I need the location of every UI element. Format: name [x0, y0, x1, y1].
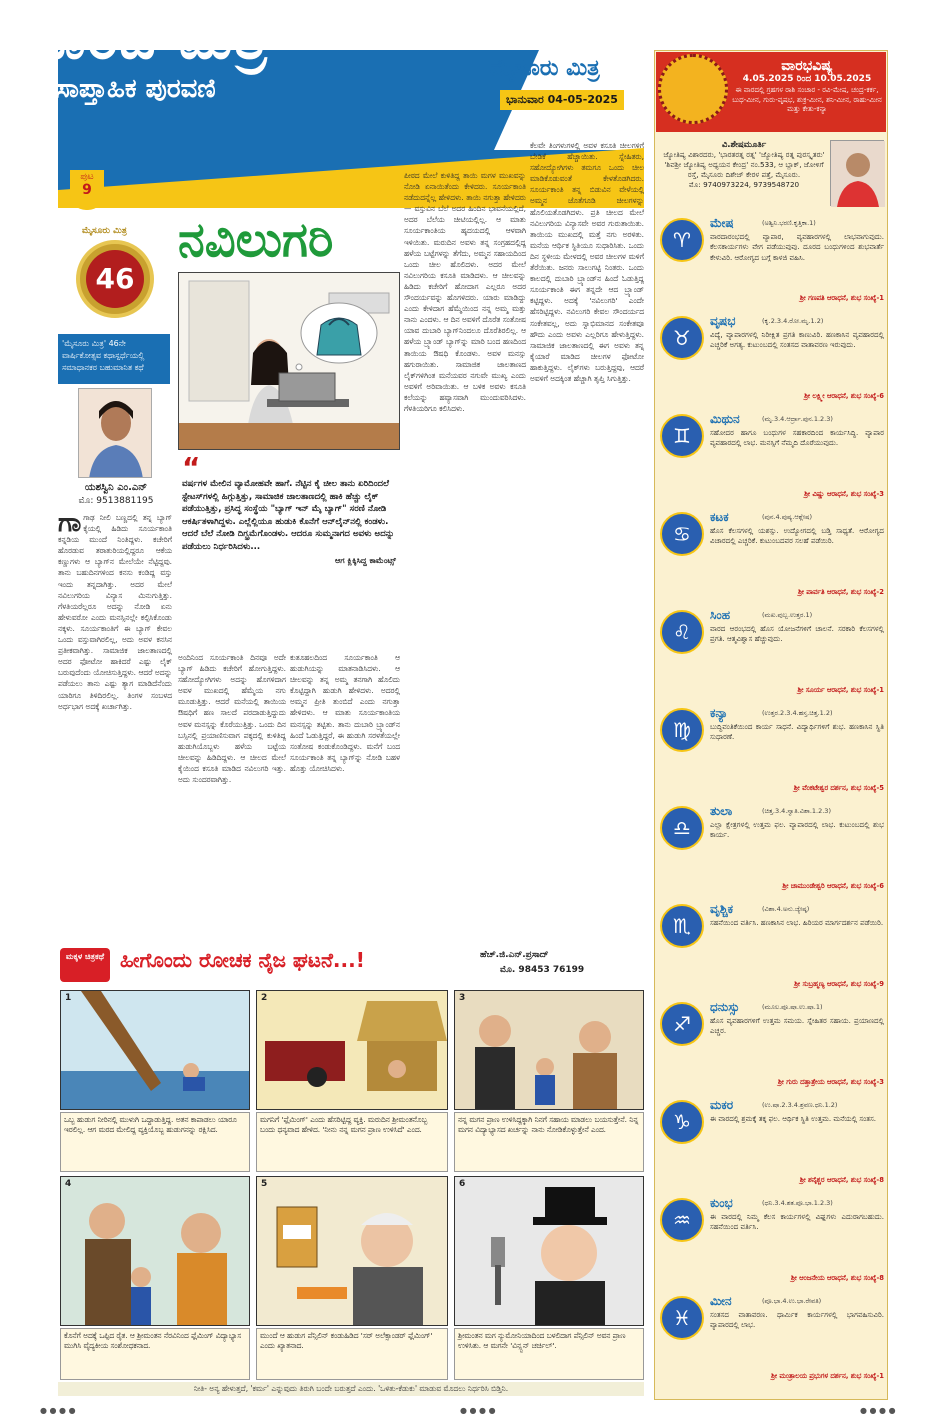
horoscope-sign [658, 1292, 886, 1386]
comic-panel-number: 4 [65, 1179, 72, 1189]
sign-prediction: ವಿದ್ಯೆ, ವ್ಯಾಪಾರಗಳಲ್ಲಿ ನಿರೀಕ್ಷಿತ ಪ್ರಗತಿ ಕಾಣುವಿರಿ. ಹಣಕಾಸಿನ ವ್ಯವಹಾರದಲ್ಲಿ ಎಚ್ಚರಿಕೆ ಅಗತ್ಯ. ಕುಟುಂಬದಲ್ಲಿ ಸಂತಸದ ವಾತಾವರಣ ಇರುವುದು. [710, 330, 884, 350]
comic-panel-1 [60, 990, 250, 1110]
article-column-4: ಪೀಠದ ಮೇಲೆ ಕುಳಿತಿದ್ದ ತಾಯಿ ಮಗಳ ಮುಖವನ್ನು ನೋಡಿ ಏನಾಯಿತೆಂದು ಕೇಳಿದರು. ಸೂರ್ಯಕಾಂತಿ ನಡೆದುದನ್ನೆಲ್ಲ ಹೇಳಿದಳು. ತಾಯಿ ನಗುತ್ತಾ ಹೇಳಿದರು — ವಸ್ತುವಿನ ಬೆಲೆ ಅದರ ಹಿಂದಿನ ಭಾವನೆಯಲ್ಲಿದೆ, ಅದರ ಬೆಲೆಯ ಚೀಟಿಯಲ್ಲಿಲ್ಲ. ಆ ಮಾತು ಸೂರ್ಯಕಾಂತಿಯ ಹೃದಯದಲ್ಲಿ ಆಳವಾಗಿ ಇಳಿಯಿತು. ಮರುದಿನ ಅವಳು ತನ್ನ ಸಂಗ್ರಹದಲ್ಲಿದ್ದ ಹಳೆಯ ಬಟ್ಟೆಗಳನ್ನು ತೆಗೆದು, ಅಮ್ಮನ ಸಹಾಯದಿಂದ ಒಂದು ಚೀಲ ಹೊಲಿದಳು. ಅದರ ಮೇಲೆ ನವಿಲುಗರಿಯ ಕಸೂತಿ ಮಾಡಿದಳು. ಆ ಚೀಲವನ್ನು ಹಿಡಿದು ಕಚೇರಿಗೆ ಹೋದಾಗ ಎಲ್ಲರೂ ಅದರ ಸೌಂದರ್ಯವನ್ನು ಹೊಗಳಿದರು. ಯಾರು ಮಾಡಿದ್ದು ಎಂದು ಕೇಳಿದಾಗ ಹೆಮ್ಮೆಯಿಂದ ನನ್ನ ಅಮ್ಮ ಮತ್ತು ನಾನು ಎಂದಳು. ಆ ದಿನ ಅವಳಿಗೆ ದೊರೆತ ಸಂತೋಷ ಯಾವ ದುಬಾರಿ ಬ್ಯಾಗ್‌ನಿಂದಲೂ ದೊರೆತಿರಲಿಲ್ಲ. ಆ ಹಳೆಯ ಬ್ರ್ಯಾಂಡ್ ಬ್ಯಾಗ್‌ನ್ನು ಮಾರಿ ಬಂದ ಹಣದಿಂದ ತಾಯಿಯ ಔಷಧಿ ಕೊಂಡಳು. ಅವಳ ಮನಸ್ಸು ಹಗುರಾಯಿತು. ಸಾಮಾಜಿಕ ಜಾಲತಾಣದ ಲೈಕ್‌ಗಳಿಗಿಂತ ಮನೆಯವರ ನಗುವೇ ಮುಖ್ಯ ಎಂದು ಅವಳಿಗೆ ಅರಿವಾಯಿತು. ಆ ಬಳಿಕ ಅವಳು ಕಸೂತಿ ಕಲೆಯನ್ನು ಹವ್ಯಾಸವಾಗಿ ಮುಂದುವರಿಸಿದಳು. ಗೆಳತಿಯರಿಗೂ ಕಲಿಸಿದಳು. [404, 171, 526, 413]
article-column-2: ಅಂದಿನಿಂದ ಸೂರ್ಯಕಾಂತಿ ದಿನವೂ ಅದೇ ಬ್ಯಾಗ್ ಹಿಡಿದು ಕಚೇರಿಗೆ ಹೋಗುತ್ತಿದ್ದಳು. ಸಹೋದ್ಯೋಗಿಗಳು ಅದನ್ನು ಹೊಗಳಿದಾಗ ಅವಳ ಮುಖದಲ್ಲಿ ಹೆಮ್ಮೆಯ ನಗು ಮೂಡುತ್ತಿತ್ತು. ಆದರೆ ಮನೆಯಲ್ಲಿ ತಾಯಿಯ ಔಷಧಿಗೆ ಹಣ ಸಾಲದೆ ಪರದಾಡುತ್ತಿದ್ದುದು ಅವಳ ಮನಸ್ಸನ್ನು ಕೊರೆಯುತ್ತಿತ್ತು. ಒಂದು ದಿನ ಬಸ್ಸಿನಲ್ಲಿ ಪ್ರಯಾಣಿಸುವಾಗ ಪಕ್ಕದಲ್ಲಿ ಕುಳಿತಿದ್ದ ಹುಡುಗಿಯೊಬ್ಬಳು ಹಳೆಯ ಬಟ್ಟೆಯ ಚೀಲವನ್ನು ಹಿಡಿದಿದ್ದಳು. ಆ ಚೀಲದ ಮೇಲೆ ಕೈಯಿಂದ ಕಸೂತಿ ಮಾಡಿದ ನವಿಲುಗರಿ ಇತ್ತು. ಅದು ಸುಂದರವಾಗಿತ್ತು. [178, 653, 286, 785]
sign-stars: (ಧನಿ.3.4.ಶತ.ಪೂ.ಭಾ.1.2.3) [762, 1199, 833, 1207]
horoscope-sign [658, 998, 886, 1092]
comic-caption-1: ಒಬ್ಬ ಹುಡುಗ ನೀರಿನಲ್ಲಿ ಮುಳುಗಿ ಒದ್ದಾಡುತ್ತಿದ್ದ. ಅತನ ಕಾಪಾಡಲು ಯಾರೂ ಇರಲಿಲ್ಲ. ಆಗ ಮರದ ಮೇಲಿದ್ದ ವ್ಯಕ್ತಿಯೊಬ್ಬ ಹುಡುಗನನ್ನು ರಕ್ಷಿಸಿದ. [60, 1112, 250, 1172]
pull-quote-sign: ಆಗ ಕ್ಲಿಕ್ಕಿಸಿದ್ದ ಕಾಮೆಂಟ್ಸ್ [334, 555, 396, 565]
comic-caption-3: ನನ್ನ ಮಗನ ಪ್ರಾಣ ಉಳಿಸಿದ್ದಕ್ಕಾಗಿ ನಿನಗೆ ಸಹಾಯ ಮಾಡಲು ಬಯಸುತ್ತೇನೆ. ನಿನ್ನ ಮಗನ ವಿದ್ಯಾಭ್ಯಾಸದ ಖರ್ಚನ್ನು ನಾನು ನೋಡಿಕೊಳ್ಳುತ್ತೇನೆ ಎಂದ. [454, 1112, 644, 1172]
sign-prediction: ಸಂತಸದ ವಾತಾವರಣ. ಧಾರ್ಮಿಕ ಕಾರ್ಯಗಳಲ್ಲಿ ಭಾಗವಹಿಸುವಿರಿ. ವ್ಯಾಪಾರದಲ್ಲಿ ಲಾಭ. [710, 1310, 884, 1330]
comic-panel-2 [256, 990, 448, 1110]
sign-prediction: ವಾರದ ಆರಂಭದಲ್ಲಿ ಹೊಸ ಯೋಜನೆಗಳಿಗೆ ಚಾಲನೆ. ಸರಕಾರಿ ಕೆಲಸಗಳಲ್ಲಿ ಪ್ರಗತಿ. ಆತ್ಮವಿಶ್ವಾಸ ಹೆಚ್ಚುವುದು. [710, 624, 884, 644]
horoscope-sign [658, 900, 886, 994]
horoscope-sign [658, 704, 886, 798]
sign-prediction: ವಾರದಾರಂಭದಲ್ಲಿ ವ್ಯಾಪಾರ, ವ್ಯವಹಾರಗಳಲ್ಲಿ ಲಾಭವಾಗುವುದು. ಕೆಲಸಕಾರ್ಯಗಳು ವೇಗ ಪಡೆಯುವುವು. ದೂರದ ಬಂಧುಗಳಿಂದ ಶುಭವಾರ್ತೆ ಕೇಳುವಿರಿ. ಆರೋಗ್ಯದ ಬಗ್ಗೆ ಕಾಳಜಿ ವಹಿಸಿ. [710, 232, 884, 262]
article-headline: ನವಿಲುಗರಿ [178, 212, 334, 268]
article-column-5: ಕೆಲವೇ ತಿಂಗಳುಗಳಲ್ಲಿ ಅವಳ ಕಸೂತಿ ಚೀಲಗಳಿಗೆ ಬೇಡಿಕೆ ಹೆಚ್ಚಾಯಿತು. ಸ್ನೇಹಿತರು, ಸಹೋದ್ಯೋಗಿಗಳು ತಮಗೂ ಒಂದು ಚೀಲ ಮಾಡಿಕೊಡುವಂತೆ ಕೇಳತೊಡಗಿದರು. ಸೂರ್ಯಕಾಂತಿ ತನ್ನ ಬಿಡುವಿನ ವೇಳೆಯಲ್ಲಿ ಅಮ್ಮನ ಜೊತೆಗೂಡಿ ಚೀಲಗಳನ್ನು ಹೊಲಿಯತೊಡಗಿದಳು. ಪ್ರತಿ ಚೀಲದ ಮೇಲೆ ನವಿಲುಗರಿಯ ವಿನ್ಯಾಸವೇ ಅವರ ಗುರುತಾಯಿತು. ತಾಯಿಯ ಮುಖದಲ್ಲಿ ಮತ್ತೆ ನಗು ಅರಳಿತು. ಮನೆಯ ಆರ್ಥಿಕ ಸ್ಥಿತಿಯೂ ಸುಧಾರಿಸಿತು. ಒಂದು ದಿನ ಸ್ಥಳೀಯ ಮೇಳದಲ್ಲಿ ಅವರ ಚೀಲಗಳ ಮಳಿಗೆ ತೆರೆಯಿತು. ಜನರು ಸಾಲುಗಟ್ಟಿ ನಿಂತರು. ಒಂದು ಕಾಲದಲ್ಲಿ ದುಬಾರಿ ಬ್ರ್ಯಾಂಡ್‌ನ ಹಿಂದೆ ಓಡುತ್ತಿದ್ದ ಸೂರ್ಯಕಾಂತಿ ಈಗ ತನ್ನದೇ ಆದ ಬ್ರ್ಯಾಂಡ್ ಕಟ್ಟಿದ್ದಳು. ಅದಕ್ಕೆ 'ನವಿಲುಗರಿ' ಎಂದೇ ಹೆಸರಿಟ್ಟಿದ್ದಳು. ನವಿಲುಗರಿ ಕೇವಲ ಸೌಂದರ್ಯದ ಸಂಕೇತವಲ್ಲ, ಅದು ಸ್ವಾಭಿಮಾನದ ಸಂಕೇತವೂ ಹೌದು ಎಂದು ಅವಳು ಎಲ್ಲರಿಗೂ ಹೇಳುತ್ತಿದ್ದಳು. ಸಾಮಾಜಿಕ ಜಾಲತಾಣದಲ್ಲಿ ಈಗ ಅವಳು ತನ್ನ ಕೈಯಾರೆ ಮಾಡಿದ ಚೀಲಗಳ ಫೋಟೋ ಹಾಕುತ್ತಿದ್ದಳು. ಲೈಕ್‌ಗಳು ಬರುತ್ತಿದ್ದವು, ಆದರೆ ಅವಳಿಗೆ ಅದಕ್ಕಿಂತ ಹೆಚ್ಚಾಗಿ ತೃಪ್ತಿ ಸಿಗುತ್ತಿತ್ತು. [530, 141, 644, 383]
sign-remedy: ಶ್ರೀ ವೆಂಕಟೇಶ್ವರ ದರ್ಶನ, ಶುಭ ಸಂಖ್ಯೆ-5 [793, 784, 884, 792]
zodiac-icon: ♉ [660, 316, 704, 360]
sign-name: ಮಕರ [710, 1098, 734, 1112]
sign-name: ವೃಷಭ [710, 314, 736, 328]
zodiac-icon: ♍ [660, 708, 704, 752]
page-number: 9 [82, 182, 92, 198]
sign-stars: (ಮಖ.ಪುಬ್ಬ.ಉತ್ತರ.1) [762, 611, 813, 619]
zodiac-icon: ♓ [660, 1296, 704, 1340]
comic-caption-5: ಮುಂದೆ ಆ ಹುಡುಗ ಪೆನ್ಸಿಲಿನ್ ಕಂಡುಹಿಡಿದ 'ಸರ್ ಅಲೆಕ್ಸಾಂಡರ್ ಫ್ಲೆಮಿಂಗ್' ಎಂದು ಖ್ಯಾತನಾದ. [256, 1328, 448, 1380]
sign-name: ಸಿಂಹ [710, 608, 731, 622]
sign-remedy: ಶ್ರೀ ಚಾಮುಂಡೇಶ್ವರಿ ಆರಾಧನೆ, ಶುಭ ಸಂಖ್ಯೆ-6 [782, 882, 884, 890]
supplement-subtitle: ಸಾಪ್ತಾಹಿಕ ಪುರವಣಿ [56, 74, 216, 104]
horoscope-sign [658, 1194, 886, 1288]
sign-remedy: ಶ್ರೀ ಗಣಪತಿ ಆರಾಧನೆ, ಶುಭ ಸಂಖ್ಯೆ-1 [799, 294, 884, 302]
author-phone: ಮೊ: 9513881195 [78, 496, 154, 506]
sign-stars: (ಪುನ.4.ಪುಷ್ಯ.ಆಶ್ಲೇಷ) [762, 513, 813, 521]
horoscope-sign [658, 1096, 886, 1190]
comic-author: ಹೆಚ್.ಜಿ.ಎನ್.ಪ್ರಸಾದ್ [480, 950, 549, 960]
horoscope-sign [658, 802, 886, 896]
sign-stars: (ಮೂಲ.ಪೂ.ಷಾ.ಉ.ಷಾ.1) [762, 1003, 823, 1011]
sign-remedy: ಶ್ರೀ ಆಂಜನೇಯ ಆರಾಧನೆ, ಶುಭ ಸಂಖ್ಯೆ-8 [790, 1274, 884, 1282]
author-photo [78, 388, 152, 478]
zodiac-wheel-icon [658, 54, 728, 124]
astrologer-info [660, 140, 828, 190]
comic-panel-6 [454, 1176, 644, 1326]
sign-name: ಕುಂಭ [710, 1196, 733, 1210]
comic-panel-number: 1 [65, 993, 72, 1003]
sign-stars: (ಉತ್ತರ.2.3.4.ಹಸ್ತ.ಚಿತ್ತ.1.2) [762, 709, 833, 717]
comic-panel-number: 6 [459, 1179, 466, 1189]
comic-title: ಹೀಗೊಂದು ರೋಚಕ ನೈಜ ಘಟನೆ...! [120, 948, 365, 972]
zodiac-icon: ♒ [660, 1198, 704, 1242]
sign-remedy: ಶ್ರೀ ಮಂತ್ರಾಲಯ ಪ್ರಭುಗಳ ದರ್ಶನ, ಶುಭ ಸಂಖ್ಯೆ-1 [771, 1372, 884, 1380]
sign-prediction: ಎಲ್ಲಾ ಕ್ಷೇತ್ರಗಳಲ್ಲಿ ಉತ್ತಮ ಫಲ. ವ್ಯಾಪಾರದಲ್ಲಿ ಲಾಭ. ಕುಟುಂಬದಲ್ಲಿ ಶುಭ ಕಾರ್ಯ. [710, 820, 884, 840]
astrologer-credentials: ಜ್ಯೋತಿಷ್ಯ ವಿಶಾರದರು, 'ಭಾರತರತ್ನ ರತ್ನ' 'ಜ್ಯೋತಿಷ್ಯ ರತ್ನ ಪುರಸ್ಕೃತರು' 'ಶಿವಶ್ರೀ ಜ್ಯೋತಿಷ್ಯ ಅಧ್ಯಯನ ಕೇಂದ್ರ' ನಂ.533, ಆ ಬ್ಲಾಕ್, ಜೋಳಿಗೆ ರಸ್ತೆ, ಮೈಸೂರು ದಿಶೇಜ್ ಕೇರಳ ಪತ್ತೆ, ಮೈಸೂರು. [663, 150, 825, 179]
sign-name: ಧನುಸ್ಸು [710, 1000, 740, 1014]
horoscope-sign [658, 312, 886, 406]
sign-prediction: ಈ ವಾರದಲ್ಲಿ ನಿಮ್ಮ ಕೆಲಸ ಕಾರ್ಯಗಳಲ್ಲಿ ವಿಘ್ನಗಳು ಎದುರಾಗಬಹುದು. ಸಹನೆಯಿಂದ ವರ್ತಿಸಿ. [710, 1212, 884, 1232]
astrologer-phone: ಮೊ: 9740973224, 9739548720 [688, 180, 800, 189]
comic-tag: ಮಕ್ಕಳ ಚಿತ್ರಕಥೆ [60, 948, 110, 982]
dropcap: ಗಾ [58, 512, 82, 538]
comic-caption-6: ಶ್ರೀಮಂತನ ಮಗ ನ್ಯುಮೋನಿಯಾದಿಂದ ಬಳಲಿದಾಗ ಪೆನ್ಸಿಲಿನ್ ಅವನ ಪ್ರಾಣ ಉಳಿಸಿತು. ಆ ಮಗನೇ 'ವಿನ್ಸ್ಟನ್ ಚರ್ಚಿಲ್'. [454, 1328, 644, 1380]
comic-caption-2: ಮಗನಿಗೆ 'ಫ್ಲೆಮಿಂಗ್' ಎಂದು ಹೆಸರಿಟ್ಟಿದ್ದ ವ್ಯಕ್ತಿ. ಮರುದಿನ ಶ್ರೀಮಂತನೊಬ್ಬ ಬಂದು ಧನ್ಯವಾದ ಹೇಳಿದ. 'ನೀನು ನನ್ನ ಮಗನ ಪ್ರಾಣ ಉಳಿಸಿದೆ' ಎಂದ. [256, 1112, 448, 1172]
article-column-3: ಕುತೂಹಲದಿಂದ ಸೂರ್ಯಕಾಂತಿ ಆ ಹುಡುಗಿಯನ್ನು ಮಾತನಾಡಿಸಿದಳು. ಆ ಚೀಲವನ್ನು ತನ್ನ ಅಮ್ಮ ತನಗಾಗಿ ಹೊಲಿದು ಕೊಟ್ಟಿದ್ದಾಗಿ ಹುಡುಗಿ ಹೇಳಿದಳು. ಅದರಲ್ಲಿ ಅಮ್ಮನ ಪ್ರೀತಿ ತುಂಬಿದೆ ಎಂದು ನಗುತ್ತಾ ಹೇಳಿದಳು. ಆ ಮಾತು ಸೂರ್ಯಕಾಂತಿಯ ಮನಸ್ಸನ್ನು ತಟ್ಟಿತು. ತಾನು ದುಬಾರಿ ಬ್ರ್ಯಾಂಡ್‌ನ ಹಿಂದೆ ಓಡುತ್ತಿದ್ದರೆ, ಈ ಹುಡುಗಿ ಸರಳತೆಯಲ್ಲೇ ಸಂತೋಷ ಕಂಡುಕೊಂಡಿದ್ದಳು. ಮನೆಗೆ ಬಂದ ಸೂರ್ಯಕಾಂತಿ ತನ್ನ ಬ್ಯಾಗ್‌ನ್ನು ನೋಡಿ ಬಹಳ ಹೊತ್ತು ಯೋಚಿಸಿದಳು. [290, 653, 400, 773]
horoscope-planet-note: ಈ ವಾರದಲ್ಲಿ ಗ್ರಹಗಳ ರಾಶಿ ಸಂಚಾರ - ರವಿ-ಮೇಷ, ಚಂದ್ರ-ಕರ್ಕ, ಬುಧ-ಮೀನ, ಗುರು-ವೃಷಭ, ಶುಕ್ರ-ಮೀನ, ಶನಿ-ಮೀನ, ರಾಹು-ಮೀನ ಮತ್ತು ಕೇತು-ಕನ್ಯಾ [732, 86, 882, 113]
sign-remedy: ಶ್ರೀ ವಿಷ್ಣು ಆರಾಧನೆ, ಶುಭ ಸಂಖ್ಯೆ-3 [804, 490, 884, 498]
sign-name: ಕಟಕ [710, 510, 729, 524]
registration-marks: ● ● ● ● [460, 1406, 496, 1415]
sign-stars: (ಪೂ.ಭಾ.4.ಉ.ಭಾ.ರೇವತಿ) [762, 1297, 822, 1305]
anniversary-number: 46 [86, 250, 144, 308]
sign-name: ಮೀನ [710, 1294, 732, 1308]
sign-remedy: ಶ್ರೀ ಸುಬ್ರಹ್ಮಣ್ಯ ಆರಾಧನೆ, ಶುಭ ಸಂಖ್ಯೆ-9 [794, 980, 884, 988]
comic-panel-5 [256, 1176, 448, 1326]
horoscope-sign [658, 410, 886, 504]
zodiac-icon: ♑ [660, 1100, 704, 1144]
article-column-1 [58, 512, 172, 912]
sign-prediction: ಹೊಸ ಕೆಲಸಗಳಲ್ಲಿ ಯಶಸ್ಸು. ಉದ್ಯೋಗದಲ್ಲಿ ಬಡ್ತಿ ಸಾಧ್ಯತೆ. ಆರೋಗ್ಯದ ವಿಚಾರದಲ್ಲಿ ಎಚ್ಚರಿಕೆ. ಕುಟುಂಬದವರ ಸಲಹೆ ಪಡೆಯಿರಿ. [710, 526, 884, 546]
sign-prediction: ಈ ವಾರದಲ್ಲಿ ಶ್ರಮಕ್ಕೆ ತಕ್ಕ ಫಲ. ಆರ್ಥಿಕ ಸ್ಥಿತಿ ಉತ್ತಮ. ಮನೆಯಲ್ಲಿ ಸಂತಸ. [710, 1114, 877, 1123]
sign-prediction: ಹೊಸ ವ್ಯವಹಾರಗಳಿಗೆ ಉತ್ತಮ ಸಮಯ. ಸ್ನೇಹಿತರ ಸಹಾಯ. ಪ್ರಯಾಣದಲ್ಲಿ ಎಚ್ಚರ. [710, 1016, 884, 1036]
anniversary-badge [60, 224, 170, 332]
article-illustration [178, 272, 400, 450]
comic-panel-4 [60, 1176, 250, 1326]
registration-marks: ● ● ● ● [860, 1406, 896, 1415]
sign-stars: (ಉ.ಷಾ.2.3.4.ಶ್ರವಣ.ಧನಿ.1.2) [762, 1101, 838, 1109]
zodiac-icon: ♋ [660, 512, 704, 556]
sign-stars: (ಅಶ್ವಿನಿ.ಭರಣಿ.ಕೃತ್ತಿಕಾ.1) [762, 219, 816, 227]
zodiac-icon: ♎ [660, 806, 704, 850]
horoscope-sign [658, 606, 886, 700]
zodiac-icon: ♈ [660, 218, 704, 262]
sign-remedy: ಶ್ರೀ ಶನೈಶ್ಚರ ಆರಾಧನೆ, ಶುಭ ಸಂಖ್ಯೆ-8 [799, 1176, 884, 1184]
comic-panel-number: 5 [261, 1179, 268, 1189]
comic-moral: ನೀತಿ- ಅನ್ಯ ಹೇಳುತ್ತದೆ, 'ಕರ್ಮ' ಎನ್ನುವುದು ತಿರುಗಿ ಬಂದೇ ಬರುತ್ತದೆ ಎಂದು. 'ಒಳಿತು-ಕೆಡುಕು' ಮಾಡುವ ಮೊದಲು ನಿರ್ಧರಿಸಿ ಬಿಡ್ತಿನಿ. [58, 1382, 644, 1396]
sign-name: ಕನ್ಯಾ [710, 706, 728, 720]
astrologer-photo [830, 140, 884, 206]
comic-panel-number: 2 [261, 993, 268, 1003]
astrologer-name: ವಿ.ಶೇಷಮೂರ್ತಿ [721, 140, 767, 150]
comic-panel-3 [454, 990, 644, 1110]
horoscope-date-range: 4.05.2025 ರಿಂದ 10.05.2025 [742, 74, 872, 84]
sign-stars: (ಮೃ.3.4.ಆರ್ದ್ರಾ.ಪುನ.1.2.3) [762, 415, 833, 423]
anniversary-label: ಮೈಸೂರು ಮಿತ್ರ [82, 226, 127, 236]
article-column-1-text: ಗಾಢ ನೀಲಿ ಬಣ್ಣದಲ್ಲಿ ತನ್ನ ಬ್ಯಾಗ್ ಕೈಯಲ್ಲಿ ಹಿಡಿದು ಸೂರ್ಯಕಾಂತಿ ಕನ್ನಡಿಯ ಮುಂದೆ ನಿಂತಿದ್ದಳು. ಕಚೇರಿಗೆ ಹೊರಡುವ ತರಾತುರಿಯಲ್ಲಿದ್ದರೂ ಆಕೆಯ ಕಣ್ಣುಗಳು ಆ ಬ್ಯಾಗ್‌ನ ಮೇಲೆಯೇ ನೆಟ್ಟಿದ್ದವು. ತಾನು ಬಹುದಿನಗಳಿಂದ ಕನಸು ಕಂಡಿದ್ದ ವಸ್ತು ಇಂದು ತನ್ನದಾಗಿತ್ತು. ಅದರ ಮೇಲೆ ನವಿಲುಗರಿಯ ವಿನ್ಯಾಸ ಮಿನುಗುತ್ತಿತ್ತು. ಗೆಳತಿಯರೆಲ್ಲರೂ ಅದನ್ನು ನೋಡಿ ಏನು ಹೇಳುವರೋ ಎಂದು ಮನಸ್ಸಿನಲ್ಲೇ ಕಲ್ಪಿಸಿಕೊಂಡು ನಕ್ಕಳು. ಸೂರ್ಯಕಾಂತಿಗೆ ಈ ಬ್ಯಾಗ್ ಕೇವಲ ಒಂದು ವಸ್ತುವಾಗಿರಲಿಲ್ಲ, ಅದು ಅವಳ ಕನಸಿನ ಪ್ರತೀಕವಾಗಿತ್ತು. ಸಾಮಾಜಿಕ ಜಾಲತಾಣದಲ್ಲಿ ಅದರ ಫೋಟೋ ಹಾಕಿದರೆ ಎಷ್ಟು ಲೈಕ್ ಬರುವುದೆಂದು ಯೋಚಿಸುತ್ತಿದ್ದಳು. ಆದರೆ ಅದನ್ನು ಪಡೆಯಲು ತಾನು ಎಷ್ಟು ತ್ಯಾಗ ಮಾಡಿದೆನೆಂದು ಯಾರಿಗೂ ತಿಳಿದಿರಲಿಲ್ಲ. ತಿಂಗಳ ಸಂಬಳದ ಅರ್ಧಭಾಗ ಅದಕ್ಕೆ ಖರ್ಚಾಗಿತ್ತು. [58, 513, 172, 711]
page-number-tab [70, 170, 104, 210]
issue-date: ಭಾನುವಾರ 04-05-2025 [500, 90, 624, 110]
author-name: ಯಶಸ್ವಿನಿ ಎಂ.ಎನ್ [84, 482, 148, 493]
zodiac-icon: ♌ [660, 610, 704, 654]
horoscope-sign [658, 508, 886, 602]
zodiac-icon: ♊ [660, 414, 704, 458]
zodiac-icon: ♐ [660, 1002, 704, 1046]
horoscope-title: ವಾರಭವಿಷ್ಯ [781, 58, 833, 74]
comic-phone: ಮೊ. 98453 76199 [500, 965, 585, 975]
sign-stars: (ಚಿತ್ತ.3.4.ಸ್ವಾತಿ.ವಿಶಾ.1.2.3) [762, 807, 831, 815]
sign-prediction: ಸಹನೆಯಿಂದ ವರ್ತಿಸಿ. ಹಣಕಾಸಿನ ಲಾಭ. ಹಿರಿಯರ ಮಾರ್ಗದರ್ಶನ ಪಡೆಯಿರಿ. [710, 918, 884, 927]
comic-panel-number: 3 [459, 993, 466, 1003]
sign-stars: (ಕೃ.2.3.4.ರೋ.ಮೃ.1.2) [762, 317, 824, 325]
page-label: ಪುಟ [80, 172, 94, 182]
comic-caption-4: ಕೊನೆಗೆ ಅದಕ್ಕೆ ಒಪ್ಪಿದ ರೈತ. ಆ ಶ್ರೀಮಂತನ ನೆರವಿನಿಂದ ಫ್ಲೆಮಿಂಗ್ ವಿದ್ಯಾಭ್ಯಾಸ ಮುಗಿಸಿ ವೈದ್ಯಕೀಯ ಸಂಶೋಧಕನಾದ. [60, 1328, 250, 1380]
sign-remedy: ಶ್ರೀ ಸೂರ್ಯ ಆರಾಧನೆ, ಶುಭ ಸಂಖ್ಯೆ-1 [797, 686, 884, 694]
zodiac-icon: ♏ [660, 904, 704, 948]
anniversary-note: 'ಮೈಸೂರು ಮಿತ್ರ' 46ನೇ ವಾರ್ಷಿಕೋತ್ಸವ ಕಥಾಸ್ಪರ್ಧೆಯಲ್ಲಿ ಸಮಾಧಾನಕರ ಬಹುಮಾನಿತ ಕಥೆ [58, 334, 170, 384]
sign-remedy: ಶ್ರೀ ಲಕ್ಷ್ಮೀ ಆರಾಧನೆ, ಶುಭ ಸಂಖ್ಯೆ-6 [804, 392, 884, 400]
quote-mark-icon: “ [182, 451, 201, 484]
sign-name: ಮಿಥುನ [710, 412, 740, 426]
sign-stars: (ವಿಶಾ.4.ಅನು.ಜ್ಯೇಷ್ಠ) [762, 905, 810, 913]
paper-name: ಮೈಸೂರು ಮಿತ್ರ [490, 56, 600, 81]
sign-name: ಮೇಷ [710, 216, 734, 230]
sign-prediction: ಬುದ್ಧಿವಂತಿಕೆಯಿಂದ ಕಾರ್ಯ ಸಾಧನೆ. ವಿದ್ಯಾರ್ಥಿಗಳಿಗೆ ಶುಭ. ಹಣಕಾಸಿನ ಸ್ಥಿತಿ ಸುಧಾರಣೆ. [710, 722, 884, 742]
sign-remedy: ಶ್ರೀ ಪಾರ್ವತಿ ಆರಾಧನೆ, ಶುಭ ಸಂಖ್ಯೆ-2 [797, 588, 884, 596]
sign-prediction: ಸಹೋದರ ಹಾಗೂ ಬಂಧುಗಳ ಸಹಕಾರದಿಂದ ಕಾರ್ಯಸಿದ್ಧಿ. ವ್ಯಾಪಾರ ವ್ಯವಹಾರದಲ್ಲಿ ಲಾಭ. ಮನಸ್ಸಿಗೆ ನೆಮ್ಮದಿ ದೊರೆಯುವುದು. [710, 428, 884, 448]
pull-quote-text: ವರ್ಷಗಳ ಮೇಲಿನ ವ್ಯಾಮೋಹವೇ ಹಾಗೆ. ನೆಟ್ಟಿನ ಕೈ ಚೀಲ ತಾನು ಏರಿದಿಂದಲೆ ಸ್ಟೇಟಸ್‌ಗಳಲ್ಲಿ ಹಿಗ್ಗುತ್ತಿತ್ತು, ಸಾಮಾಜಿಕ ಜಾಲತಾಣದಲ್ಲಿ ಹಾಕಿ ಹೆಚ್ಚು ಲೈಕ್ ಪಡೆಯುತ್ತಿತ್ತು, ಪ್ರಸಿದ್ಧ ಸಂಸ್ಥೆಯ "ಬ್ಯಾಗ್ ಇನ್ ಮೈ ಬ್ಯಾಗ್" ಸರಣಿ ನೋಡಿ ಆಕರ್ಷಿತಳಾಗಿದ್ದಳು. ಎಲ್ಲೆಲ್ಲಿಯೂ ಹುಡುಕಿ ಕೊನೆಗೆ ಆನ್‌ಲೈನ್‌ನಲ್ಲಿ ಕಂಡಳು. ಆದರೆ ಬೆಲೆ ನೋಡಿ ದಿಗ್ಭ್ರಮೆಗೊಂಡಳು. ಆದರೂ ಸುಮ್ಮನಾಗದ ಅವಳು ಅದನ್ನು ಪಡೆಯಲು ನಿರ್ಧರಿಸಿದಳು... [182, 479, 395, 552]
registration-marks: ● ● ● ● [40, 1406, 76, 1415]
sign-name: ವೃಶ್ಚಿಕ [710, 902, 734, 916]
pull-quote [178, 452, 400, 650]
horoscope-sign [658, 214, 886, 308]
sign-name: ತುಲಾ [710, 804, 733, 818]
sign-remedy: ಶ್ರೀ ಗುರು ದತ್ತಾತ್ರೇಯ ಆರಾಧನೆ, ಶುಭ ಸಂಖ್ಯೆ-3 [777, 1078, 884, 1086]
supplement-title: ವಾರದ ಮಿತ್ರ [30, 6, 269, 72]
